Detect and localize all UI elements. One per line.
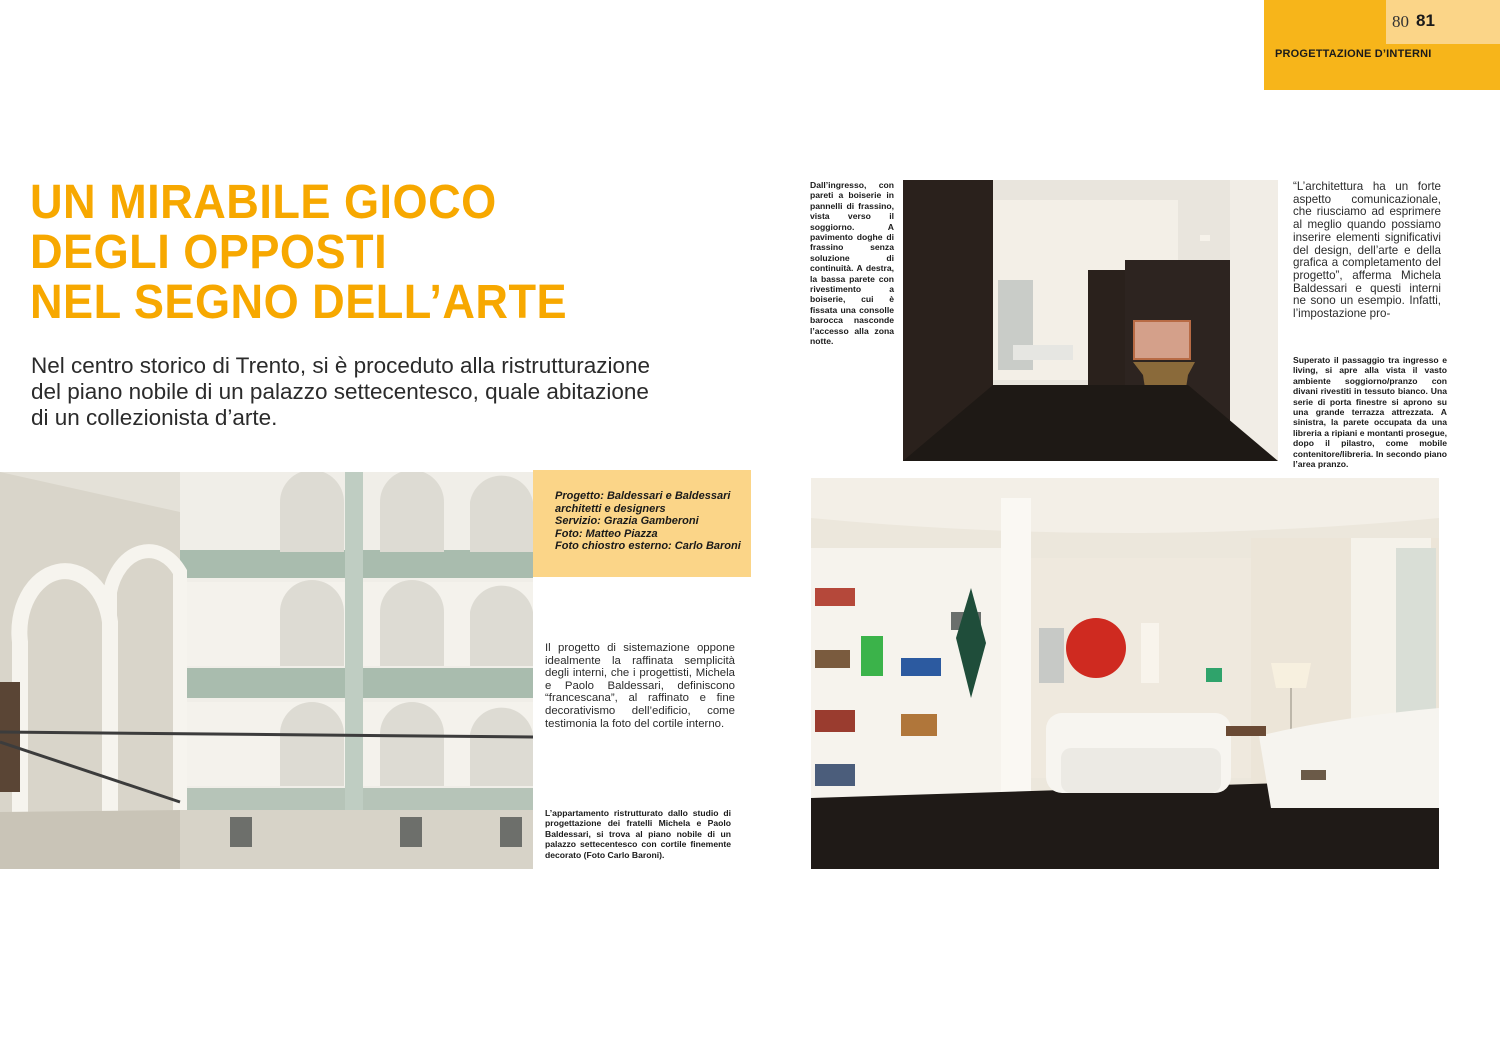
section-header-tab (1264, 0, 1500, 90)
quote-text: “L’architettura ha un forte aspetto comunicazionale, che riusciamo ad esprimere al meglio quando possiamo inserire elementi significativi del design, dell’arte e della grafica a completamento del progetto”, afferma Michela Baldessari e questi interni ne sono un esempio. Infatti, l’impostazione pro- (1293, 180, 1441, 321)
section-label: PROGETTAZIONE D’INTERNI (1275, 48, 1432, 60)
caption-courtyard: L’appartamento ristrutturato dallo studio di progettazione dei fratelli Michela e Paolo Baldessari, si trova al piano nobile di un palazzo settecentesco con cortile finemente decorato (Foto Carlo Baroni). (545, 808, 731, 860)
credit-servizio: Servizio: Grazia Gamberoni (555, 515, 699, 527)
credits-box (533, 470, 751, 577)
living-room-photo (811, 478, 1439, 869)
credit-progetto: Progetto: Baldessari e Baldessari architetti e designers (555, 490, 731, 515)
body-text: Il progetto di sistemazione oppone idealmente la raffinata semplicità degli interni, che i progettisti, Michela e Paolo Baldessari, definiscono “francescana”, al raffinato e fine decorativismo dell’edificio, come testimonia la foto del cortile interno. (545, 642, 735, 730)
courtyard-photo (0, 472, 533, 869)
headline-line-1: UN MIRABILE GIOCO (30, 176, 497, 229)
caption-entrance: Dall’ingresso, con pareti a boiserie in pannelli di frassino, vista verso il soggiorno. A pavimento doghe di frassino senza soluzione di continuità. A destra, la bassa parete con rivestimento a boiserie, cui è fissata una consolle barocca nasconde l’accesso alla zona notte. (810, 180, 894, 347)
headline-line-2: DEGLI OPPOSTI (30, 226, 388, 279)
courtyard-photo-illustration (0, 472, 533, 869)
page-number-left: 80 (1392, 12, 1409, 31)
article-headline (30, 178, 707, 328)
living-room-photo-illustration (811, 478, 1439, 869)
credits-list (555, 490, 745, 553)
headline-line-3: NEL SEGNO DELL’ARTE (30, 276, 568, 329)
caption-living: Superato il passaggio tra ingresso e living, si apre alla vista il vasto ambiente soggiorno/pranzo con divani rivestiti in tessuto bianco. Una serie di porta finestre si aprono su una grande terrazza attrezzata. A sinistra, la parete occupata da una libreria a ripiani e montanti prosegue, dopo il pilastro, come mobile contenitore/libreria. In secondo piano l’area pranzo. (1293, 355, 1447, 470)
lead-paragraph: Nel centro storico di Trento, si è proceduto alla ristrutturazione del piano nobile di un palazzo settecentesco, quale abitazione di un collezionista d’arte. (31, 353, 651, 430)
entrance-photo-illustration (903, 180, 1278, 461)
credit-foto: Foto: Matteo Piazza (555, 527, 658, 540)
page-number-right: 81 (1416, 11, 1435, 30)
credit-foto-chiostro: Foto chiostro esterno: Carlo Baroni (555, 540, 741, 552)
entrance-photo (903, 180, 1278, 461)
